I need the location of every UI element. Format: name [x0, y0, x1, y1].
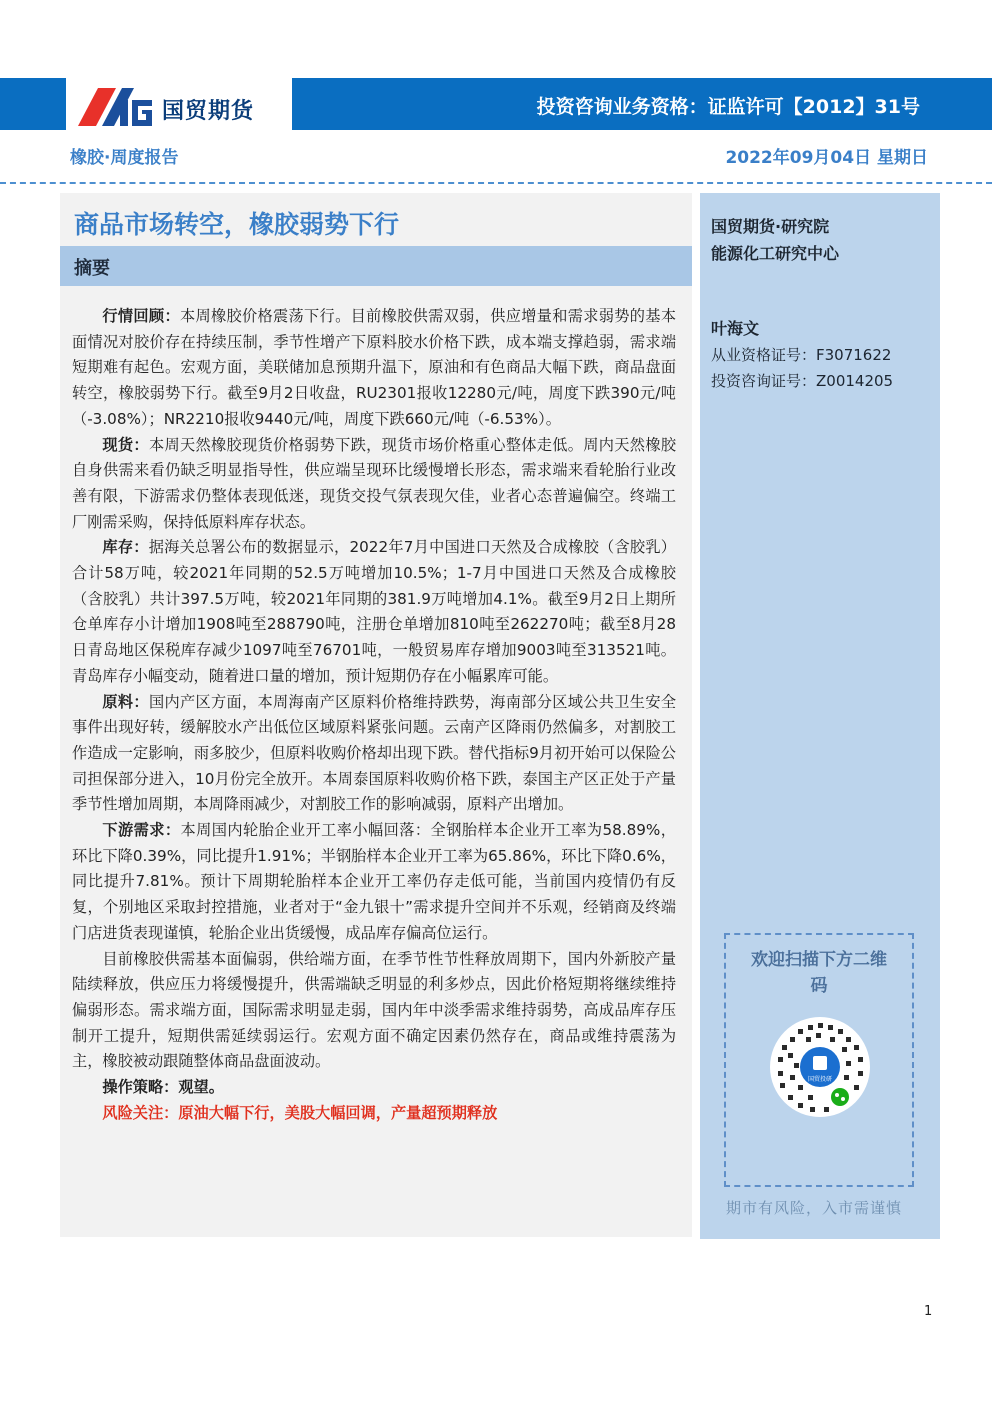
qr-caption: 欢迎扫描下方二维码 — [751, 950, 887, 996]
author-name: 叶海文 — [711, 319, 760, 338]
paragraph-lead: 现货： — [102, 435, 149, 454]
paragraph-outlook — [72, 947, 676, 1076]
summary-section-bar — [60, 246, 692, 286]
itg-logo-icon — [76, 84, 156, 128]
main-column — [60, 193, 692, 1237]
page-number: 1 — [924, 1304, 933, 1319]
paragraph-market-review — [72, 304, 676, 433]
paragraph-lead: 原料： — [102, 692, 149, 711]
paragraph-text: 据海关总署公布的数据显示，2022年7月中国进口天然及合成橡胶（含胶乳）合计58万吨，较2021年同期的52.5万吨增加10.5%；1-7月中国进口天然及合成橡胶（含胶乳）共计397.5万吨，较2021年同期的381.9万吨增加4.1%。截至9月2日上期所仓单库存小计增加1908吨至288790吨，注册仓单增加810吨至262270吨；截至8月28日青岛地区保税库存减少1097吨至76701吨，一般贸易库存增加9003吨至313521吨。青岛库存小幅变动，随着进口量的增加，预计短期仍存在小幅累库可能。 — [72, 538, 676, 685]
paragraph-raw-material — [72, 690, 676, 819]
paragraph-text: 本周橡胶价格震荡下行。目前橡胶供需双弱，供应增量和需求弱势的基本面情况对胶价存在持续压制，季节性增产下原料胶水价格下跌，成本端支撑趋弱，需求端短期难有起色。宏观方面，美联储加息预期升温下，原油和有色商品大幅下跌，商品盘面转空，橡胶弱势下行。截至9月2日收盘，RU2301报收12280元/吨，周度下跌390元/吨（-3.08%）；NR2210报收9440元/吨，周度下跌660元/吨（-6.53%）。 — [72, 307, 677, 428]
institute-block — [711, 213, 839, 267]
strategy-line — [72, 1075, 676, 1101]
paragraph-lead: 行情回顾： — [102, 307, 180, 325]
consulting-number: 投资咨询证号：Z0014205 — [711, 372, 894, 390]
report-date: 2022年09月04日 星期日 — [725, 148, 928, 168]
institute-name: 国贸期货·研究院 — [711, 217, 830, 236]
paragraph-demand — [72, 818, 676, 947]
research-center: 能源化工研究中心 — [711, 244, 840, 263]
qr-center-label: 国贸投研 — [807, 1076, 833, 1083]
paragraph-text: 目前橡胶供需基本面偏弱，供给端方面，在季节性节性释放周期下，国内外新胶产量陆续释放，供应压力将缓慢提升，供需端缺乏明显的利多炒点，因此价格短期将继续维持偏弱形态。需求端方面，国际需求明显走弱，国内年中淡季需求维持弱势，高成品库存压制开工提升，短期供需延续弱运行。宏观方面不确定因素仍然存在，商品或维持震荡为主，橡胶被动跟随整体商品盘面波动。 — [72, 949, 676, 1071]
qr-code-icon[interactable] — [768, 1015, 872, 1119]
risk-warning: 期市有风险，入市需谨慎 — [726, 1199, 903, 1217]
company-logo — [66, 72, 292, 138]
risk-line — [72, 1101, 676, 1127]
paragraph-text: 国内产区方面，本周海南产区原料价格维持跌势，海南部分区域公共卫生安全事件出现好转，缓解胶水产出低位区域原料紧张问题。云南产区降雨仍然偏多，对割胶工作造成一定影响，雨多胶少，但原料收购价格却出现下跌。替代指标9月初开始可以保险公司担保部分进入，10月份完全放开。本周泰国原料收购价格下跌，泰国主产区正处于产量季节性增加周期，本周降雨减少，对割胶工作的影响减弱，原料产出增加。 — [72, 692, 677, 814]
paragraph-inventory — [72, 535, 676, 689]
report-topic: 橡胶·周度报告 — [70, 148, 179, 168]
strategy-text: 操作策略：观望。 — [102, 1078, 224, 1097]
sidebar — [700, 193, 940, 1239]
qualification-number: 从业资格证号：F3071622 — [711, 346, 892, 364]
paragraph-text: 本周国内轮胎企业开工率小幅回落：全钢胎样本企业开工率为58.89%，环比下降0.39%，同比提升1.91%；半钢胎样本企业开工率为65.86%，环比下降0.6%，同比提升7.81%。预计下周期轮胎样本企业开工率仍存走低可能，当前国内疫情仍有反复，个别地区采取封控措施，业者对于“金九银十”需求提升空间并不乐观，经销商及终端门店进货表现谨慎，轮胎企业出货缓慢，成品库存偏高位运行。 — [72, 821, 676, 942]
summary-body — [72, 304, 676, 1127]
risk-text: 风险关注：原油大幅下行，美股大幅回调，产量超预期释放 — [102, 1103, 498, 1122]
summary-title: 摘要 — [74, 258, 110, 279]
paragraph-lead: 库存： — [102, 538, 149, 557]
paragraph-lead: 下游需求： — [102, 821, 181, 840]
header-divider — [0, 182, 992, 184]
license-text: 投资咨询业务资格：证监许可【2012】31号 — [536, 96, 920, 118]
paragraph-spot — [72, 433, 676, 536]
logo-text: 国贸期货 — [162, 99, 255, 124]
qr-box — [724, 933, 914, 1187]
paragraph-text: 本周天然橡胶现货价格弱势下跌，现货市场价格重心整体走低。周内天然橡胶自身供需来看仍缺乏明显指导性，供应端呈现环比缓慢增长形态，需求端来看轮胎行业改善有限，下游需求仍整体表现低迷，现货交投气氛表现欠佳，业者心态普遍偏空。终端工厂刚需采购，保持低原料库存状态。 — [72, 435, 677, 531]
page-title: 商品市场转空，橡胶弱势下行 — [74, 210, 400, 239]
